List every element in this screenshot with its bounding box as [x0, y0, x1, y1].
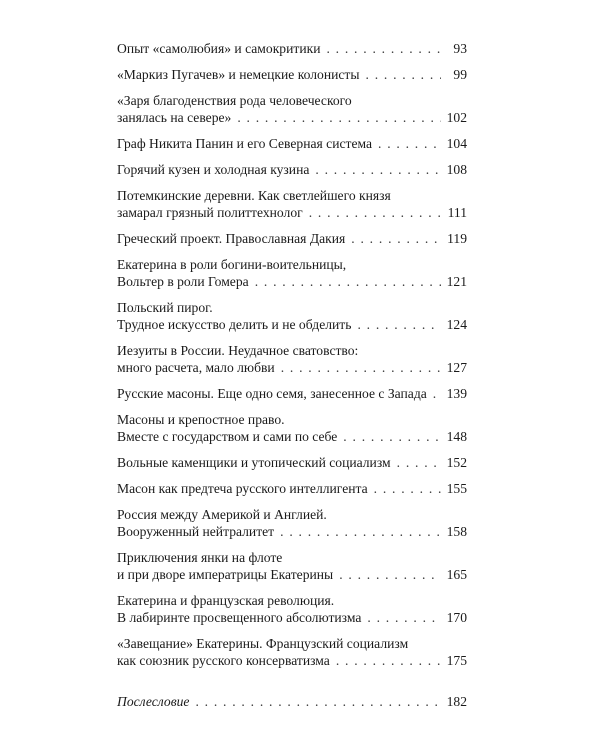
toc-page-number: 102: [446, 110, 467, 125]
toc-entry-title: Горячий кузен и холодная кузина: [117, 162, 310, 177]
toc-page-number: 104: [446, 136, 467, 151]
toc-page-number: 119: [447, 231, 467, 246]
toc-entry[interactable]: [117, 135, 467, 152]
leader-dots: [357, 316, 441, 333]
leader-dots: [367, 609, 441, 626]
toc-page-number: 127: [446, 360, 467, 375]
toc-entry-afterword[interactable]: [117, 693, 467, 710]
toc-entry-title: Вольтер в роли Гомера: [117, 274, 249, 289]
toc-entry-title: занялась на севере»: [117, 110, 232, 125]
toc-page-number: 155: [446, 481, 467, 496]
toc-page-number: 93: [453, 41, 467, 56]
toc-entry-title: «Маркиз Пугачев» и немецкие колонисты: [117, 67, 360, 82]
toc-entry-title: Вольные каменщики и утопический социализм: [117, 455, 391, 470]
toc-entry[interactable]: [117, 66, 467, 83]
leader-dots: [343, 428, 441, 445]
leader-dots: [374, 480, 441, 497]
toc-entry[interactable]: [117, 230, 467, 247]
toc-entry[interactable]: [117, 161, 467, 178]
toc-entry-title-line: Россия между Америкой и Англией.: [117, 507, 327, 522]
toc-entry-title-line: Приключения янки на флоте: [117, 550, 283, 565]
toc-entry-title: замарал грязный политтехнолог: [117, 205, 303, 220]
toc-entry[interactable]: [117, 92, 467, 126]
toc-entry-title: Вооруженный нейтралитет: [117, 524, 275, 539]
leader-dots: [255, 273, 441, 290]
toc-page-number: 175: [446, 653, 467, 668]
toc-entry-title-line: «Завещание» Екатерины. Французский социализм: [117, 636, 409, 651]
toc-page-number: 139: [446, 386, 467, 401]
toc-entry-title-line: Иезуиты в России. Неудачное сватовство:: [117, 343, 359, 358]
toc-entry[interactable]: [117, 506, 467, 540]
toc-entry-title-line: «Заря благоденствия рода человеческого: [117, 93, 352, 108]
toc-entry-title: Опыт «самолюбия» и самокритики: [117, 41, 321, 56]
toc-entry-title: как союзник русского консерватизма: [117, 653, 330, 668]
toc-entry-title-line: Екатерина и французская революция.: [117, 593, 335, 608]
toc-entry-title: В лабиринте просвещенного абсолютизма: [117, 610, 362, 625]
leader-dots: [280, 523, 441, 540]
toc-entry[interactable]: [117, 592, 467, 626]
toc-entry[interactable]: [117, 342, 467, 376]
leader-dots: [378, 135, 441, 152]
leader-dots: [339, 566, 441, 583]
toc-entry-title-line: Масоны и крепостное право.: [117, 412, 285, 427]
toc-entry-title: Послесловие: [117, 694, 190, 709]
toc-page-number: 148: [446, 429, 467, 444]
toc-entry-title-line: Польский пирог.: [117, 300, 213, 315]
toc-page-number: 152: [446, 455, 467, 470]
toc-entry-title: Масон как предтеча русского интеллигента: [117, 481, 368, 496]
leader-dots: [281, 359, 441, 376]
leader-dots: [237, 109, 441, 126]
toc-page-number: 111: [447, 205, 467, 220]
toc-entry[interactable]: [117, 480, 467, 497]
leader-dots: [315, 161, 441, 178]
toc-entry[interactable]: [117, 411, 467, 445]
toc-entry[interactable]: [117, 256, 467, 290]
table-of-contents: [117, 40, 467, 719]
toc-page-number: 108: [446, 162, 467, 177]
toc-entry[interactable]: [117, 40, 467, 57]
leader-dots: [397, 454, 441, 471]
toc-entry-title: и при дворе императрицы Екатерины: [117, 567, 334, 582]
toc-entry-title-line: Екатерина в роли богини-воительницы,: [117, 257, 347, 272]
leader-dots: [336, 652, 441, 669]
toc-page-number: 182: [446, 694, 467, 709]
leader-dots: [195, 693, 441, 710]
leader-dots: [326, 40, 441, 57]
toc-entry-title: Трудное искусство делить и не обделить: [117, 317, 352, 332]
leader-dots: [351, 230, 441, 247]
toc-entry-title: Русские масоны. Еще одно семя, занесенное с Запада: [117, 386, 427, 401]
toc-page-number: 124: [446, 317, 467, 332]
toc-page-number: 165: [446, 567, 467, 582]
toc-page-number: 99: [453, 67, 467, 82]
toc-entry[interactable]: [117, 635, 467, 669]
toc-entry-title: Греческий проект. Православная Дакия: [117, 231, 346, 246]
leader-dots: [309, 204, 441, 221]
toc-entry-title: много расчета, мало любви: [117, 360, 275, 375]
toc-entry[interactable]: [117, 299, 467, 333]
toc-page-number: 170: [446, 610, 467, 625]
toc-entry[interactable]: [117, 385, 467, 402]
toc-entry[interactable]: [117, 454, 467, 471]
toc-page-number: 121: [446, 274, 467, 289]
toc-page-number: 158: [446, 524, 467, 539]
toc-entry[interactable]: [117, 549, 467, 583]
leader-dots: [366, 66, 442, 83]
leader-dots: [433, 385, 441, 402]
toc-entry[interactable]: [117, 187, 467, 221]
toc-entry-title: Вместе с государством и сами по себе: [117, 429, 338, 444]
toc-entry-title: Граф Никита Панин и его Северная система: [117, 136, 373, 151]
toc-entry-title-line: Потемкинские деревни. Как светлейшего князя: [117, 188, 391, 203]
